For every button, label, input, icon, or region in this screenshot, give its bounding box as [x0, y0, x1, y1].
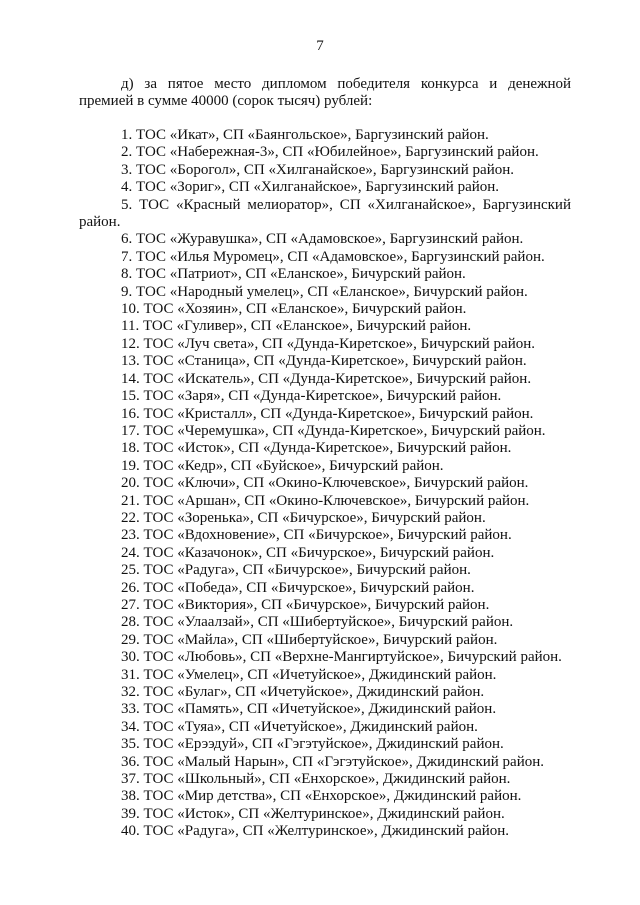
page-number: 7	[316, 38, 324, 54]
list-item: 22. ТОС «Зоренька», СП «Бичурское», Бичурский район.	[121, 509, 486, 526]
list-item: 1. ТОС «Икат», СП «Баянгольское», Баргузинский район.	[121, 127, 489, 143]
list-item: 28. ТОС «Улаалзай», СП «Шибертуйское», Бичурский район.	[121, 614, 514, 631]
list-item: 3. ТОС «Борогол», СП «Хилганайское», Баргузинский район.	[121, 161, 515, 178]
list-item: 32. ТОС «Булаг», СП «Ичетуйское», Джидинский район.	[121, 684, 485, 700]
list-item: 17. ТОС «Черемушка», СП «Дунда-Киретское», Бичурский район.	[121, 422, 546, 439]
list-item: 33. ТОС «Память», СП «Ичетуйское», Джидинский район.	[121, 701, 497, 718]
list-item: 15. ТОС «Заря», СП «Дунда-Киретское», Бичурский район.	[121, 388, 502, 405]
list-item: 6. ТОС «Журавушка», СП «Адамовское», Баргузинский район.	[121, 231, 524, 248]
list-item: 24. ТОС «Казачонок», СП «Бичурское», Бичурский район.	[121, 544, 495, 561]
intro-line-2: премией в сумме 40000 (сорок тысяч) рублей:	[79, 93, 373, 110]
list-item: 37. ТОС «Школьный», СП «Енхорское», Джидинский район.	[121, 771, 511, 788]
list-item: 19. ТОС «Кедр», СП «Буйское», Бичурский район.	[121, 457, 444, 474]
list-item: 36. ТОС «Малый Нарын», СП «Гэгэтуйское», Джидинский район.	[121, 753, 545, 770]
intro-line-1: д) за пятое место дипломом победителя конкурса и денежной	[121, 76, 571, 92]
list-item: 8. ТОС «Патриот», СП «Еланское», Бичурский район.	[121, 266, 466, 283]
list-item: 9. ТОС «Народный умелец», СП «Еланское», Бичурский район.	[121, 283, 528, 300]
list-item: 38. ТОС «Мир детства», СП «Енхорское», Джидинский район.	[121, 788, 522, 805]
list-item: 26. ТОС «Победа», СП «Бичурское», Бичурский район.	[121, 579, 475, 596]
list-item: 5. ТОС «Красный мелиоратор», СП «Хилганайское», Баргузинский район.	[79, 196, 571, 231]
winners-list	[79, 127, 571, 841]
list-item: 39. ТОС «Исток», СП «Желтуринское», Джидинский район.	[121, 805, 505, 822]
list-item: 16. ТОС «Кристалл», СП «Дунда-Киретское», Бичурский район.	[121, 405, 534, 422]
list-item: 20. ТОС «Ключи», СП «Окино-Ключевское», Бичурский район.	[121, 475, 529, 492]
intro-paragraph	[79, 76, 571, 111]
list-item: 29. ТОС «Майла», СП «Шибертуйское», Бичурский район.	[121, 631, 498, 648]
list-item: 30. ТОС «Любовь», СП «Верхне-Мангиртуйское», Бичурский район.	[121, 649, 562, 666]
list-item: 23. ТОС «Вдохновение», СП «Бичурское», Бичурский район.	[121, 527, 512, 544]
list-item: 27. ТОС «Виктория», СП «Бичурское», Бичурский район.	[121, 596, 490, 613]
list-item: 11. ТОС «Гуливер», СП «Еланское», Бичурский район.	[121, 318, 472, 335]
list-item: 12. ТОС «Луч света», СП «Дунда-Киретское», Бичурский район.	[121, 335, 536, 352]
list-item: 13. ТОС «Станица», СП «Дунда-Киретское», Бичурский район.	[121, 353, 527, 370]
list-item: 31. ТОС «Умелец», СП «Ичетуйское», Джидинский район.	[121, 666, 497, 683]
list-item: 25. ТОС «Радуга», СП «Бичурское», Бичурский район.	[121, 562, 471, 579]
list-item: 35. ТОС «Ерээдуй», СП «Гэгэтуйское», Джидинский район.	[121, 736, 504, 753]
list-item: 14. ТОС «Искатель», СП «Дунда-Киретское», Бичурский район.	[121, 370, 532, 387]
list-item: 34. ТОС «Туяа», СП «Ичетуйское», Джидинский район.	[121, 718, 478, 735]
list-item: 18. ТОС «Исток», СП «Дунда-Киретское», Бичурский район.	[121, 440, 512, 457]
list-item: 7. ТОС «Илья Муромец», СП «Адамовское», Баргузинский район.	[121, 248, 545, 265]
list-item: 40. ТОС «Радуга», СП «Желтуринское», Джидинский район.	[121, 823, 510, 840]
list-item: 2. ТОС «Набережная-3», СП «Юбилейное», Баргузинский район.	[121, 144, 539, 161]
list-item: 21. ТОС «Аршан», СП «Окино-Ключевское», Бичурский район.	[121, 492, 530, 509]
list-item: 10. ТОС «Хозяин», СП «Еланское», Бичурский район.	[121, 301, 467, 318]
list-item: 4. ТОС «Зориг», СП «Хилганайское», Баргузинский район.	[121, 179, 500, 196]
